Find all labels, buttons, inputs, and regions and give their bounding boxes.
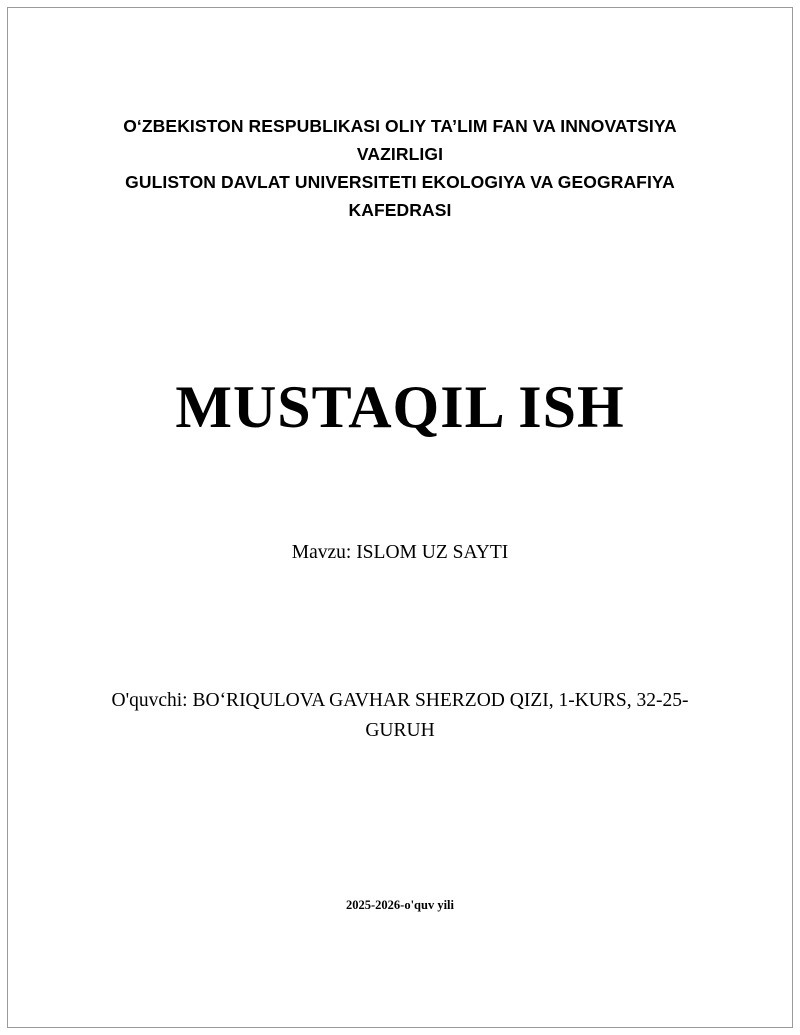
page-title: MUSTAQIL ISH bbox=[175, 374, 625, 440]
student-block bbox=[110, 686, 690, 746]
institution-ministry-line: O‘ZBEKISTON RESPUBLIKASI OLIY TA’LIM FAN VA INNOVATSIYA VAZIRLIGI bbox=[123, 116, 677, 164]
institution-header bbox=[110, 112, 690, 224]
subject-block bbox=[110, 540, 690, 566]
institution-department-line: GULISTON DAVLAT UNIVERSITETI EKOLOGIYA VA GEOGRAFIYA KAFEDRASI bbox=[125, 172, 675, 220]
student-label: O'quvchi: BO‘RIQULOVA GAVHAR SHERZOD QIZI, 1-KURS, 32-25-GURUH bbox=[111, 690, 689, 741]
title-block bbox=[110, 374, 690, 440]
academic-year-block bbox=[110, 896, 690, 914]
subject-label: Mavzu: ISLOM UZ SAYTI bbox=[291, 542, 509, 563]
academic-year-label: 2025-2026-o'quv yili bbox=[346, 898, 454, 912]
